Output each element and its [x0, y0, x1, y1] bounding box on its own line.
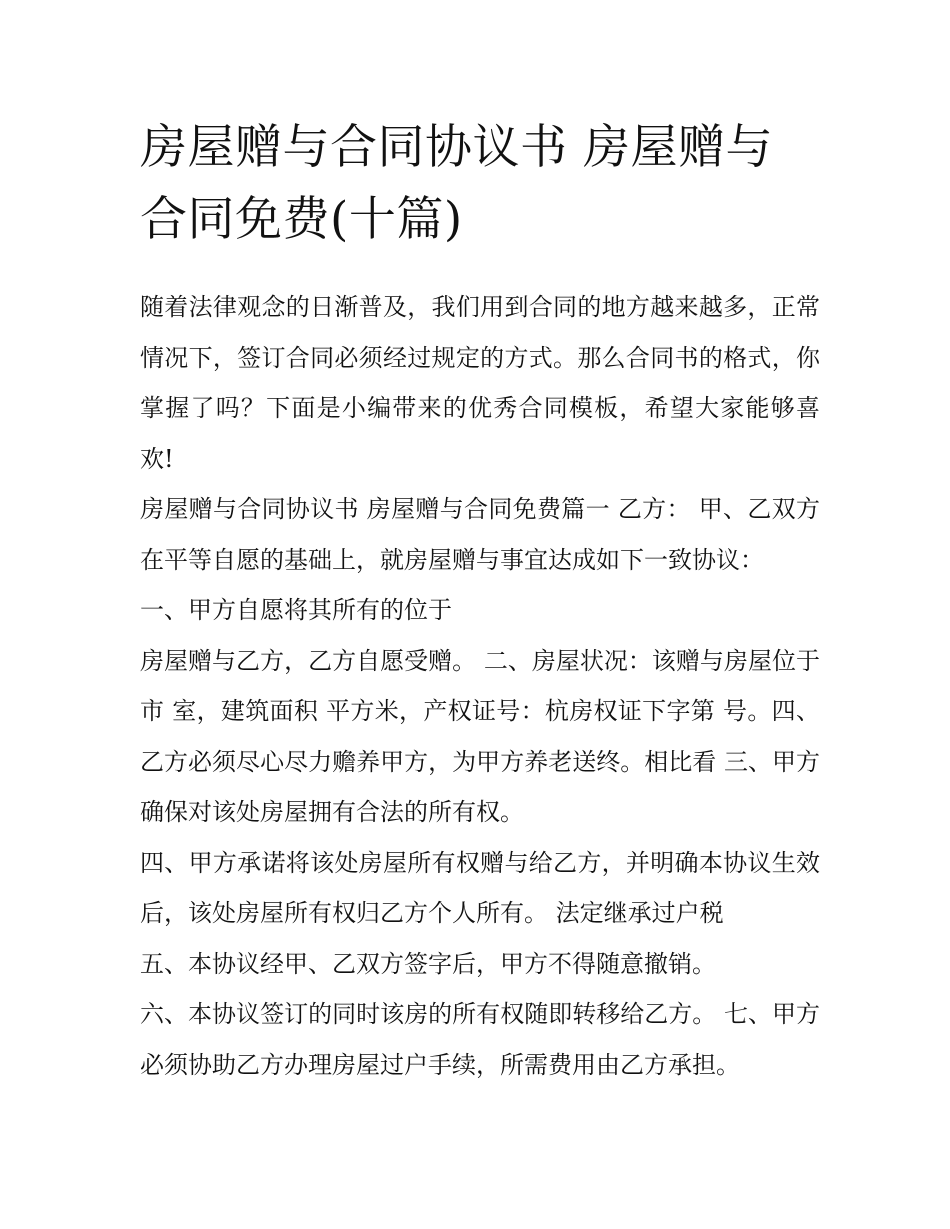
paragraph-clause-1: 一、甲方自愿将其所有的位于	[140, 596, 452, 624]
paragraph-intro: 随着法律观念的日渐普及，我们用到合同的地方越来越多，正常情况下，签订合同必须经过规定的方式。那么合同书的格式，你掌握了吗？下面是小编带来的优秀合同模板，希望大家能够喜欢!	[140, 293, 820, 473]
paragraph-clause-4: 四、甲方承诺将该处房屋所有权赠与给乙方，并明确本协议生效后，该处房屋所有权归乙方个人所有。 法定继承过户税	[140, 848, 820, 927]
paragraph-clause-2-3: 房屋赠与乙方，乙方自愿受赠。 二、房屋状况：该赠与房屋位于 市 室，建筑面积 平方米，产权证号：杭房权证下字第 号。四、乙方必须尽心尽力赡养甲方，为甲方养老送终。相比看 三、甲方确保对该处房屋拥有合法的所有权。	[140, 646, 820, 826]
paragraph-clause-6-7: 六、本协议签订的同时该房的所有权随即转移给乙方。 七、甲方必须协助乙方办理房屋过户手续，所需费用由乙方承担。	[140, 1000, 820, 1079]
paragraph-agreement-opening: 房屋赠与合同协议书 房屋赠与合同免费篇一 乙方： 甲、乙双方在平等自愿的基础上，就房屋赠与事宜达成如下一致协议：	[140, 495, 820, 574]
document-body	[140, 282, 820, 1090]
document-page	[140, 112, 820, 1090]
paragraph-clause-5: 五、本协议经甲、乙双方签字后，甲方不得随意撤销。	[140, 949, 716, 978]
document-title: 房屋赠与合同协议书 房屋赠与合同免费(十篇)	[140, 120, 773, 247]
